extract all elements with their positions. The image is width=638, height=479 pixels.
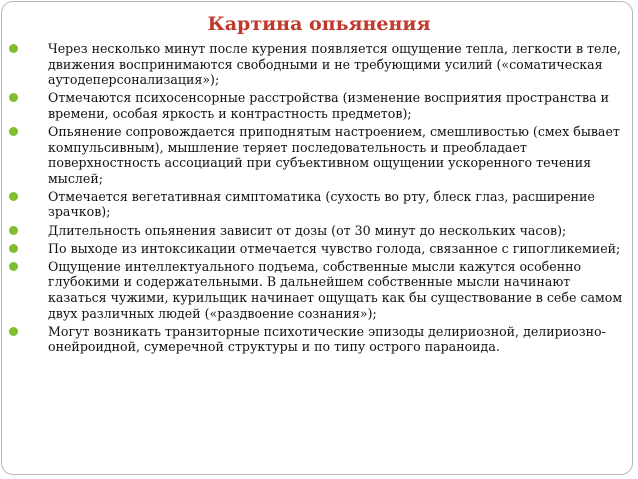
slide-title: Картина опьянения (207, 13, 431, 35)
bullet-icon (9, 44, 18, 53)
bullet-icon (9, 262, 18, 271)
list-item (8, 90, 628, 121)
list-item-text: Через несколько минут после курения появляется ощущение тепла, легкости в теле, движения воспринимаются свободными и не требующими усилий («соматическая аутодеперсонализация»); (48, 41, 621, 88)
bullet-icon (9, 192, 18, 201)
list-item (8, 324, 628, 355)
list-item (8, 189, 628, 220)
list-item-text: Опьянение сопровождается приподнятым настроением, смешливостью (смех бывает компульсивным), мышление теряет последовательность и преобладает поверхностность ассоциаций при субъективном ощущении ускоренного течения мыслей; (48, 123, 620, 186)
list-item (8, 124, 628, 186)
list-item-text: Ощущение интеллектуального подъема, собственные мысли кажутся особенно глубокими и содержательными. В дальнейшем собственные мысли начинают казаться чужими, курильщик начинает ощущать как бы существование в себе самом двух различных людей («раздвоение сознания»); (48, 258, 623, 321)
list-item (8, 41, 628, 88)
list-item-text: Отмечается вегетативная симптоматика (сухость во рту, блеск глаз, расширение зрачков); (48, 188, 595, 220)
bullet-list (8, 41, 628, 357)
bullet-icon (9, 226, 18, 235)
bullet-icon (9, 93, 18, 102)
list-item-text: Длительность опьянения зависит от дозы (от 30 минут до нескольких часов); (48, 222, 567, 238)
list-item-text: По выходе из интоксикации отмечается чувство голода, связанное с гипогликемией; (48, 240, 621, 256)
bullet-icon (9, 244, 18, 253)
list-item-text: Отмечаются психосенсорные расстройства (изменение восприятия пространства и времени, особая яркость и контрастность предметов); (48, 90, 609, 121)
list-item (8, 259, 628, 321)
list-item-text: Могут возникать транзиторные психотические эпизоды делириозной, делириозно-онейроидной, сумеречной структуры и по типу острого параноида. (48, 323, 606, 355)
list-item (8, 241, 628, 257)
list-item (8, 223, 628, 239)
bullet-icon (9, 127, 18, 136)
bullet-icon (9, 327, 18, 336)
